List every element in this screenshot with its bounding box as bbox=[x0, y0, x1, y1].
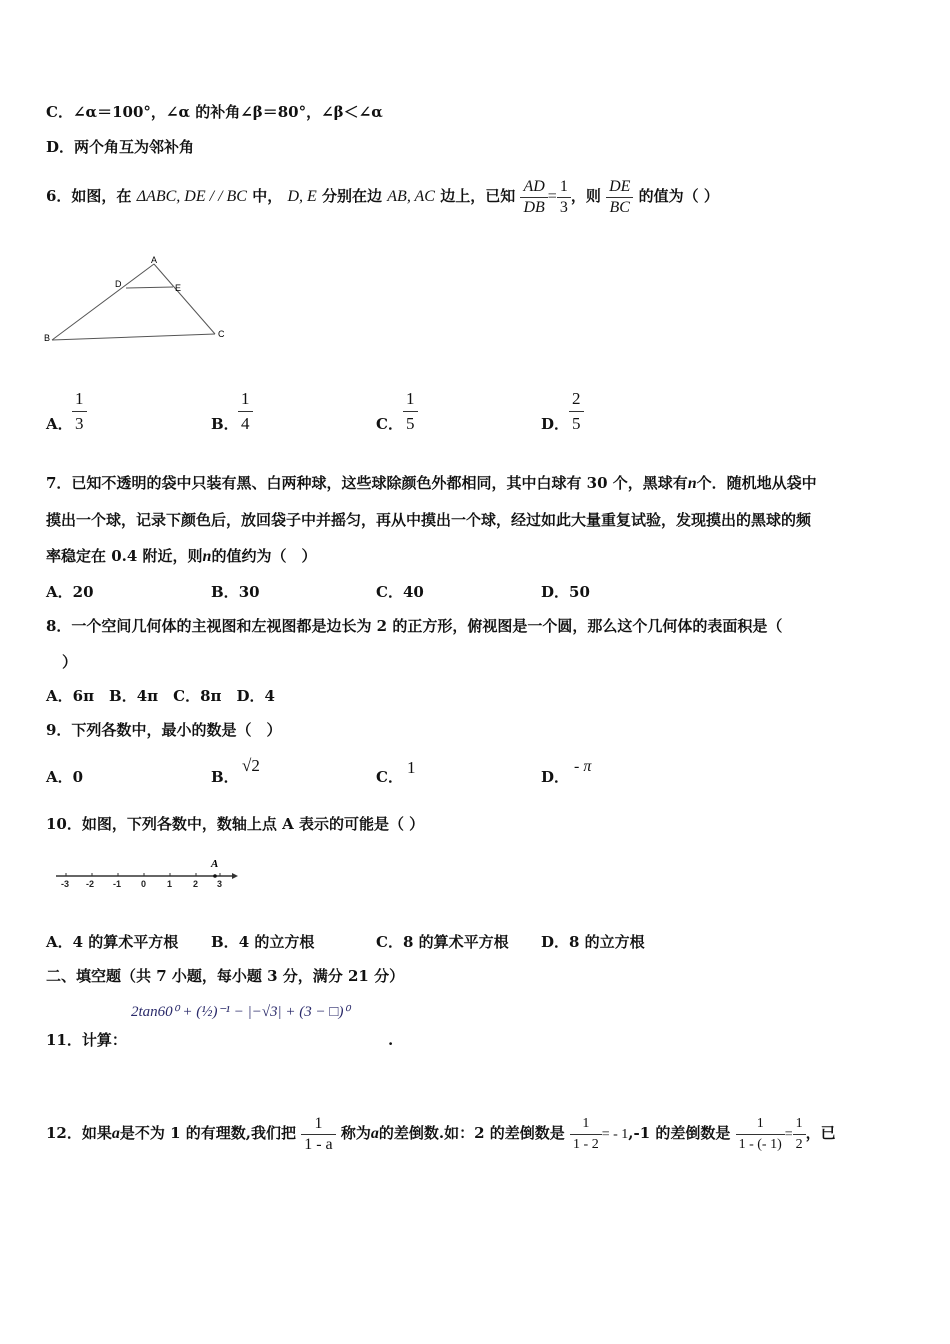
q7-line-3: 率稳定在 0.4 附近，则n的值约为（ ） bbox=[46, 547, 317, 565]
q9-option-b-label: B． bbox=[211, 768, 239, 786]
q6-option-a-value: $\frac{1}{3}$ bbox=[72, 389, 87, 434]
q10-option-b: B．4 的立方根 bbox=[211, 933, 315, 951]
axis-arrow-icon bbox=[232, 873, 238, 879]
q9-option-d-value: - π bbox=[574, 758, 592, 775]
q7-line-2: 摸出一个球，记录下颜色后，放回袋子中并摇匀，再从中摸出一个球，经过如此大量重复试验，发现摸出的黑球的频 bbox=[46, 511, 812, 529]
section-2-title: 二、填空题（共 7 小题，每小题 3 分，满分 21 分） bbox=[46, 967, 405, 985]
q8-line-1: 8．一个空间几何体的主视图和左视图都是边长为 2 的正方形，俯视图是一个圆，那么这个几何体的表面积是（ bbox=[46, 617, 783, 635]
tick-label: 2 bbox=[193, 879, 199, 889]
tick-label: 0 bbox=[141, 879, 147, 889]
q6-option-a-label: A． bbox=[46, 415, 73, 433]
vertex-b-label: B bbox=[44, 333, 51, 343]
q10-stem: 10．如图，下列各数中，数轴上点 A 表示的可能是（ ） bbox=[46, 815, 425, 833]
vertex-c-label: C bbox=[218, 329, 225, 339]
q6-option-d-value: $\frac{2}{5}$ bbox=[569, 389, 584, 434]
q9-option-b-value: √2 bbox=[242, 756, 260, 775]
q9-option-d-label: D． bbox=[541, 768, 570, 786]
q12-example-1: $\frac{1}{1 - 2}$ bbox=[570, 1114, 602, 1155]
q9-option-c-label: C． bbox=[376, 768, 403, 786]
q6-stem: 6．如图，在 ΔABC, DE / / BC 中， D, E 分别在边 AB, AC 边上，已知 $\frac{AD}{DB}$ = $\frac{1}{3}$ ，则 $\frac{DE}{BC}$ 的值为（ ） bbox=[46, 177, 719, 216]
q6-option-d-label: D． bbox=[541, 415, 570, 433]
vertex-a-label: A bbox=[151, 255, 158, 265]
segment-de bbox=[126, 287, 173, 288]
q6-option-b-label: B． bbox=[211, 415, 239, 433]
q11-stem: 11．计算： bbox=[46, 1031, 127, 1049]
q9-option-a: A．0 bbox=[46, 768, 84, 786]
q7-option-d: D．50 bbox=[541, 583, 590, 601]
q10-option-d: D．8 的立方根 bbox=[541, 933, 645, 951]
side-bc bbox=[52, 334, 215, 340]
q7-option-c: C．40 bbox=[376, 583, 424, 601]
q7-option-b: B．30 bbox=[211, 583, 260, 601]
q5-option-c: C．∠α＝100°，∠α 的补角∠β＝80°，∠β＜∠α bbox=[46, 103, 383, 121]
q9-option-c-value: 1 bbox=[407, 758, 416, 777]
q6-option-b-value: $\frac{1}{4}$ bbox=[238, 389, 253, 434]
q10-option-c: C．8 的算术平方根 bbox=[376, 933, 509, 951]
side-ab bbox=[52, 264, 154, 340]
q5-option-d: D．两个角互为邻补角 bbox=[46, 138, 195, 156]
q8-line-2: ） bbox=[62, 653, 78, 671]
q6-known-value: $\frac{1}{3}$ bbox=[557, 177, 571, 218]
tick-label: 3 bbox=[217, 879, 223, 889]
q11-formula: 2tan60⁰ + (½)⁻¹ − |−√3| + (3 − □)⁰ bbox=[131, 1004, 350, 1020]
q11-end-mark: . bbox=[388, 1031, 394, 1049]
q7-option-a: A．20 bbox=[46, 583, 94, 601]
q6-option-c-label: C． bbox=[376, 415, 403, 433]
point-e-label: E bbox=[175, 283, 182, 293]
side-ac bbox=[154, 264, 215, 334]
tick-label: -1 bbox=[113, 879, 122, 889]
tick-label: 1 bbox=[167, 879, 173, 889]
tick-label: -3 bbox=[61, 879, 70, 889]
q10-option-a: A．4 的算术平方根 bbox=[46, 933, 179, 951]
q12-example-2-value: $\frac{1}{2}$ bbox=[793, 1114, 806, 1155]
q8-options: A．6π B．4π C．8π D．4 bbox=[46, 687, 275, 705]
q7-line-1: 7．已知不透明的袋中只装有黑、白两种球，这些球除颜色外都相同，其中白球有 30 个，黑球有n个．随机地从袋中 bbox=[46, 474, 817, 492]
q12-diff-reciprocal-def: $\frac{1}{1 - a}$ bbox=[301, 1114, 335, 1155]
q9-stem: 9．下列各数中，最小的数是（ ） bbox=[46, 721, 282, 739]
q6-option-c-value: $\frac{1}{5}$ bbox=[403, 389, 418, 434]
q6-triangle-figure bbox=[40, 252, 240, 352]
q12-example-2: $\frac{1}{1 - (- 1)}$ bbox=[736, 1114, 785, 1155]
q6-known-ratio: $\frac{AD}{DB}$ bbox=[520, 177, 547, 218]
q6-ask-ratio: $\frac{DE}{BC}$ bbox=[606, 177, 633, 218]
q10-number-line bbox=[52, 852, 262, 894]
q12-line-1: 12．如果a是不为 1 的有理数,我们把 $\frac{1}{1 - a}$ 称为a的差倒数.如：2 的差倒数是 $\frac{1}{1 - 2}$ = - 1,-1 的差倒数是 $\frac{1}{1 - (- 1)}$ = $\frac{1}{2}$ ，已 bbox=[46, 1114, 836, 1153]
point-a-label: A bbox=[211, 858, 219, 870]
point-a-dot bbox=[213, 874, 217, 878]
tick-label: -2 bbox=[86, 879, 95, 889]
point-d-label: D bbox=[115, 279, 122, 289]
